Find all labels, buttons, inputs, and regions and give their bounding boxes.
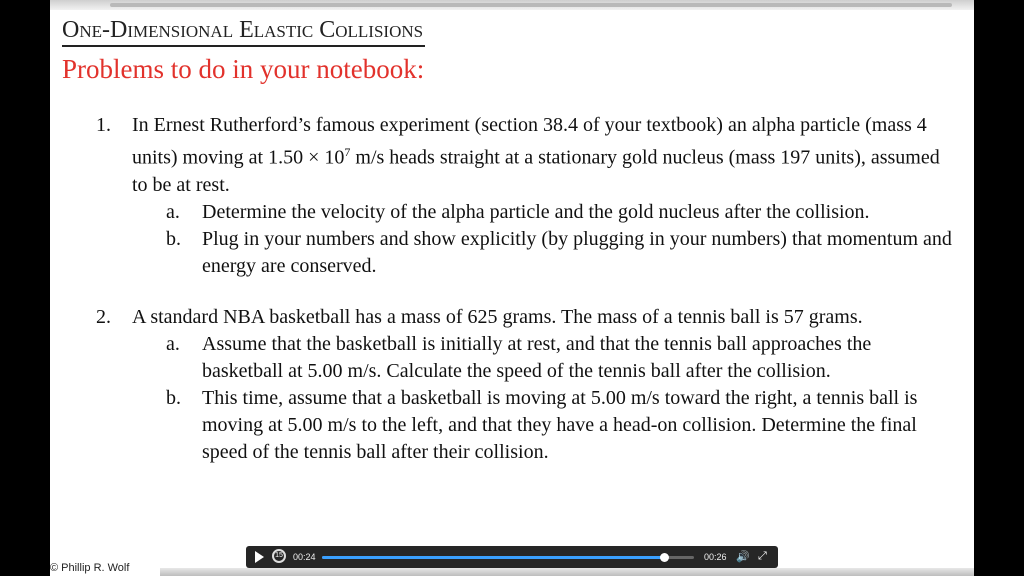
problem-number: 2.: [96, 305, 111, 328]
slide-title: One-Dimensional Elastic Collisions: [62, 15, 425, 47]
problem-part: [166, 199, 956, 226]
problem-1: [96, 112, 956, 280]
top-scroll-bar[interactable]: [50, 0, 974, 10]
problem-part: [166, 331, 956, 385]
part-label: a.: [166, 332, 180, 355]
problem-part: [166, 226, 956, 280]
skip-back-icon[interactable]: 15: [272, 549, 286, 563]
part-text: Assume that the basketball is initially at rest, and that the tennis ball approaches the basketball at 5.00 m/s. Calculate the speed of the tennis ball after the collision.: [202, 332, 872, 382]
part-label: b.: [166, 227, 181, 250]
video-player-controls: [246, 546, 778, 568]
problem-list: [96, 112, 956, 490]
problem-part: [166, 385, 956, 466]
progress-handle[interactable]: [660, 553, 669, 562]
total-time: 00:26: [704, 552, 727, 562]
problem-number: 1.: [96, 114, 111, 136]
current-time: 00:24: [293, 552, 316, 562]
progress-fill: [322, 556, 664, 559]
part-label: b.: [166, 386, 181, 409]
top-scroll-thumb[interactable]: [110, 3, 952, 7]
problem-text: In Ernest Rutherford’s famous experiment (section 38.4 of your textbook) an alpha particle (mass 4 units) moving at $1.50 \times 10^7$ m/s heads straight at a stationary gold nucleus (mass 197 units), assumed to be at rest.: [132, 114, 940, 196]
problem-2: [96, 304, 956, 466]
volume-icon[interactable]: 🔊: [736, 551, 750, 563]
slide: [50, 0, 974, 576]
play-icon[interactable]: [255, 551, 264, 563]
slide-subtitle: Problems to do in your notebook:: [62, 54, 425, 84]
part-text: Determine the velocity of the alpha particle and the gold nucleus after the collision.: [202, 200, 870, 223]
copyright-text: © Phillip R. Wolf: [50, 562, 130, 574]
fullscreen-icon[interactable]: ⤢: [758, 550, 767, 562]
part-label: a.: [166, 200, 180, 223]
part-text: This time, assume that a basketball is moving at 5.00 m/s toward the right, a tennis ball is moving at 5.00 m/s to the left, and that they have a head-on collision. Determine the final speed of the tennis ball after their collision.: [202, 386, 918, 463]
part-text: Plug in your numbers and show explicitly (by plugging in your numbers) that momentum and energy are conserved.: [202, 227, 952, 277]
problem-text: A standard NBA basketball has a mass of 625 grams. The mass of a tennis ball is 57 grams.: [132, 305, 863, 328]
bottom-scroll-bar[interactable]: [160, 568, 974, 576]
progress-track[interactable]: [322, 556, 694, 559]
